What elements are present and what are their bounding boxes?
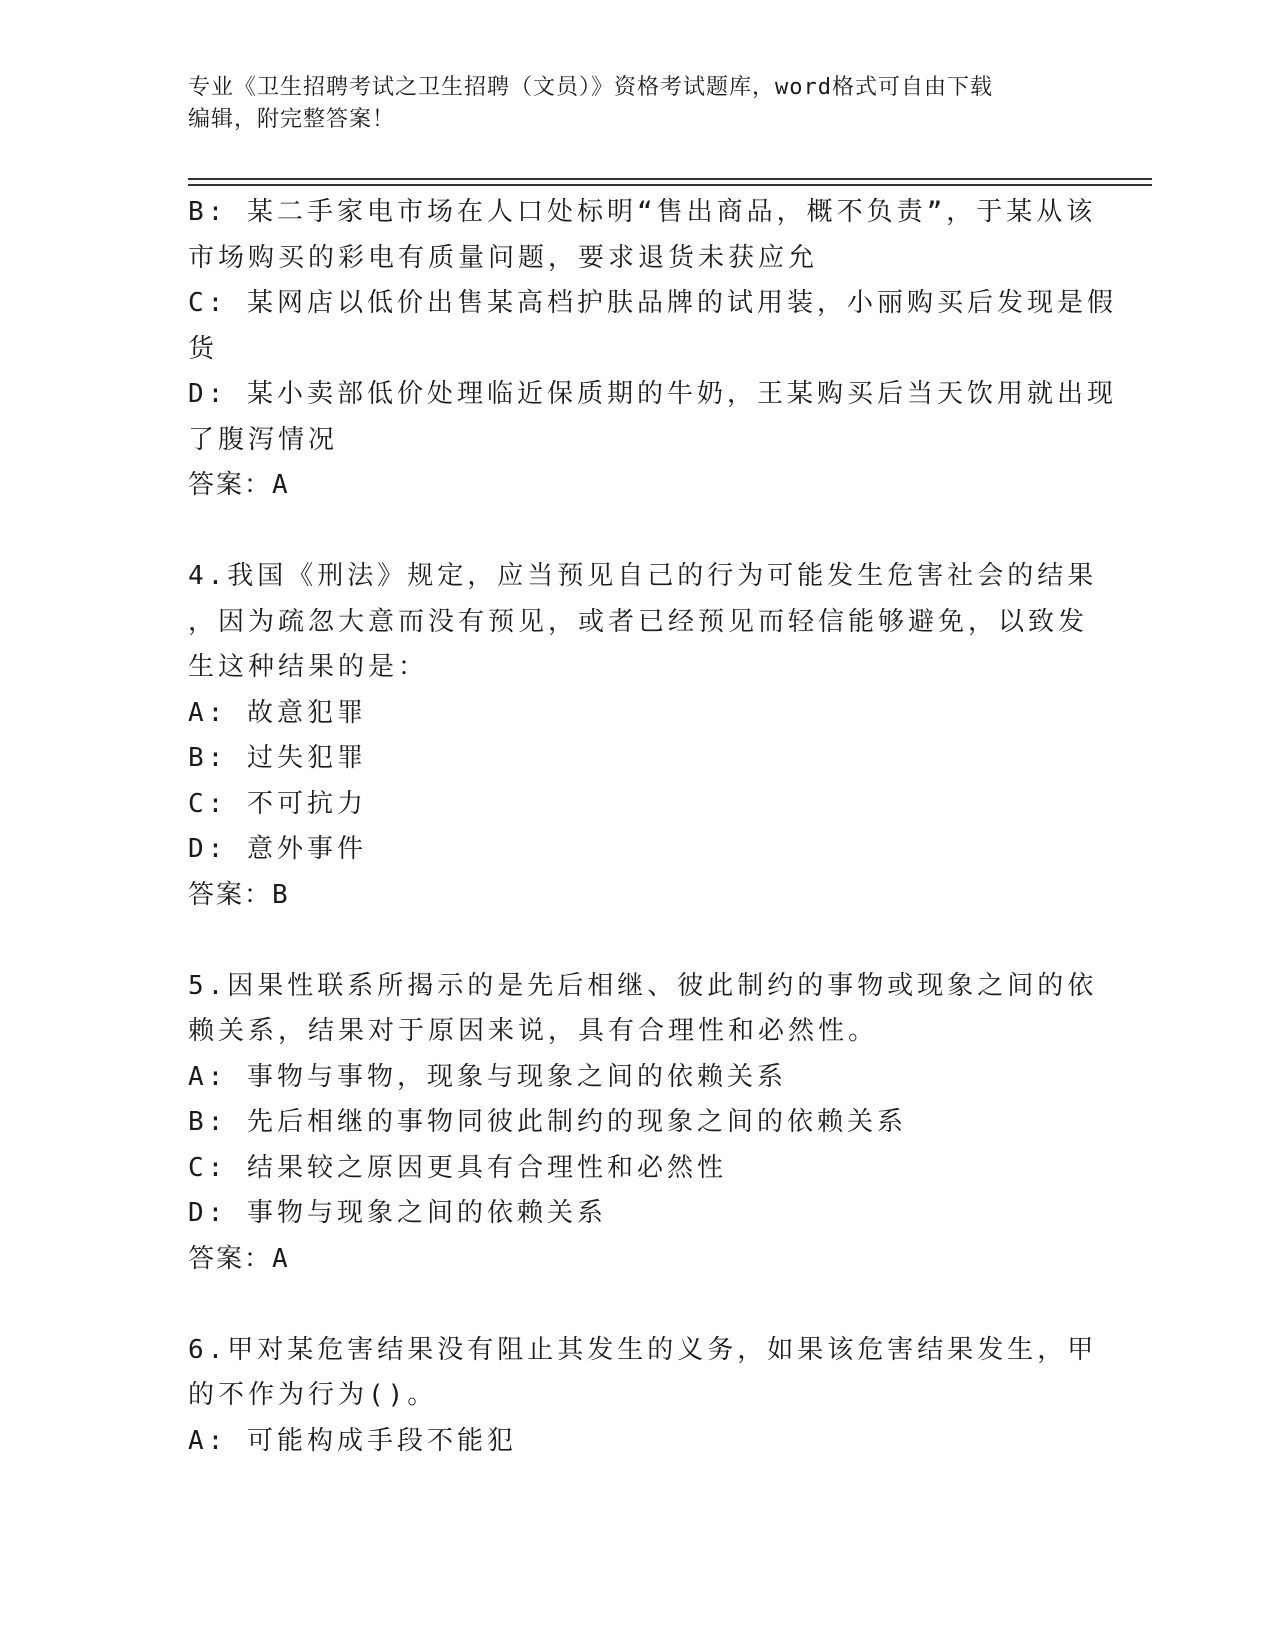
spacer [188, 509, 1088, 555]
q4-stem-line-1: 4.我国《刑法》规定，应当预见自己的行为可能发生危害社会的结果 [188, 561, 1098, 591]
question-3 [188, 190, 1117, 509]
q5-stem-line-2: 赖关系，结果对于原因来说，具有合理性和必然性。 [188, 1016, 879, 1046]
question-4 [188, 554, 1098, 918]
q3-option-b-line-1: B: 某二手家电市场在人口处标明“售出商品，概不负责”，于某从该 [188, 197, 1097, 227]
q4-answer: 答案：B [188, 879, 290, 910]
question-list [188, 190, 1117, 1464]
q4-option-d: D: 意外事件 [188, 834, 367, 864]
question-6 [188, 1328, 1098, 1465]
header-divider-bottom [188, 184, 1152, 186]
q3-option-c-line-1: C: 某网店以低价出售某高档护肤品牌的试用装，小丽购买后发现是假 [188, 288, 1117, 318]
q3-option-c-line-2: 货 [188, 333, 219, 364]
q4-stem-line-3: 生这种结果的是： [188, 652, 429, 682]
q4-option-b: B: 过失犯罪 [188, 743, 367, 773]
q4-stem-line-2: ，因为疏忽大意而没有预见，或者已经预见而轻信能够避免，以致发 [188, 606, 1089, 637]
q5-option-d: D: 事物与现象之间的依赖关系 [188, 1198, 607, 1228]
q5-answer: 答案：A [188, 1243, 290, 1274]
spacer [188, 918, 1088, 964]
header-divider-top [188, 178, 1152, 180]
q6-stem-line-2: 的不作为行为()。 [188, 1380, 438, 1410]
q5-option-c: C: 结果较之原因更具有合理性和必然性 [188, 1152, 727, 1183]
header-line-1: 专业《卫生招聘考试之卫生招聘（文员）》资格考试题库，word格式可自由下载 [188, 75, 993, 100]
q3-answer: 答案：A [188, 470, 290, 500]
q5-option-b: B: 先后相继的事物同彼此制约的现象之间的依赖关系 [188, 1107, 907, 1137]
q3-option-d-line-1: D: 某小卖部低价处理临近保质期的牛奶，王某购买后当天饮用就出现 [188, 379, 1117, 409]
document-header [188, 72, 1088, 136]
question-5 [188, 964, 1098, 1283]
q4-option-a: A: 故意犯罪 [188, 697, 367, 728]
q3-option-b-line-2: 市场购买的彩电有质量问题，要求退货未获应允 [188, 242, 819, 273]
q5-stem-line-1: 5.因果性联系所揭示的是先后相继、彼此制约的事物或现象之间的依 [188, 970, 1098, 1001]
q5-option-a: A: 事物与事物，现象与现象之间的依赖关系 [188, 1061, 787, 1092]
q6-stem-line-1: 6.甲对某危害结果没有阻止其发生的义务，如果该危害结果发生，甲 [188, 1334, 1098, 1365]
header-line-2: 编辑，附完整答案！ [188, 107, 396, 132]
q3-option-d-line-2: 了腹泻情况 [188, 424, 339, 455]
spacer [188, 1282, 1088, 1328]
q4-option-c: C: 不可抗力 [188, 788, 367, 819]
q6-option-a: A: 可能构成手段不能犯 [188, 1425, 517, 1456]
